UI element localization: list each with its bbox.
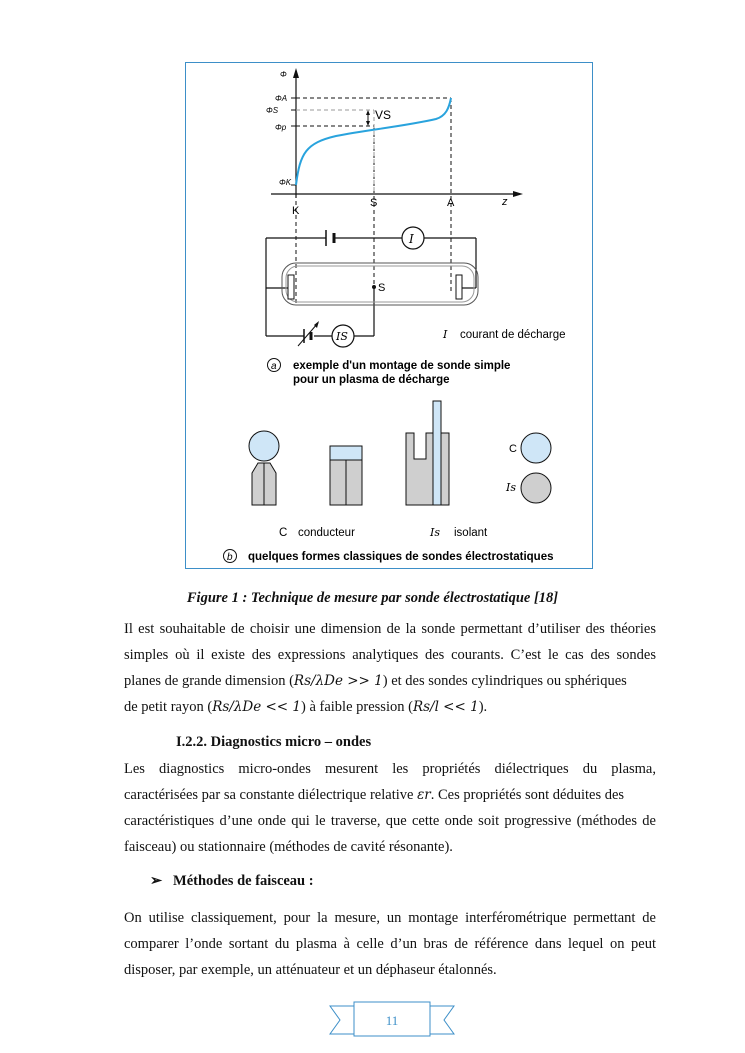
part-b-letter: b [227,552,233,563]
legend-c-symbol: C [279,527,288,539]
bullet-heading [150,873,314,890]
k-label: K [292,205,300,217]
s-tick-label: S [370,197,378,209]
probe-legend-circles [521,433,551,503]
part-a-line1: exemple d'un montage de sonde simple [293,360,511,372]
part-b-text: quelques formes classiques de sondes électrostatiques [248,551,554,563]
circuit-wiring [266,238,476,336]
x-axis-arrow [513,191,523,197]
ammeter-i-label: I [409,232,414,246]
math-epsilon-r: εr [417,787,431,803]
phi-k-label: ΦK [279,178,292,187]
figure-frame [185,62,593,569]
vs-arrow-down [366,121,370,126]
math-rs-lambda-large: Rs/λDe >> 1 [293,673,383,689]
phi-a-label: ΦA [275,94,288,103]
insulator-circle [521,473,551,503]
part-a-letter: a [271,361,277,372]
arrow-bullet-icon: ➢ [150,873,163,889]
is-circle-label: Is [506,481,516,494]
para2-line2: caractérisées par sa constante diélectrique relative εr. Ces propriétés sont déduites des [124,787,625,803]
para3-line2: comparer l’onde sortant du plasma à celle d’un bras de référence dans lequel on peut [124,936,656,952]
legend-is-text: isolant [454,527,488,539]
math-rs-lambda-small: Rs/λDe << 1 [212,699,301,715]
probe-s-label: S [378,282,386,294]
legend-i-symbol: I [443,328,448,341]
para1-line1: Il est souhaitable de choisir une dimension de la sonde permettant d’utiliser des théories [124,621,656,637]
a-label: A [447,197,455,209]
probe-tip [372,285,376,289]
paragraph-2 [124,756,656,860]
para2-line1: Les diagnostics micro-ondes mesurent les propriétés diélectriques du plasma, [124,761,656,777]
vs-label: VS [375,108,392,122]
cylindrical-probe [406,401,449,505]
para3-line3: disposer, par exemple, un atténuateur et un déphaseur étalonnés. [124,962,497,978]
part-a-line2: pour un plasma de décharge [293,374,450,386]
phi-label: Φ [280,70,287,79]
vs-arrow-up [366,110,370,115]
bullet-heading-text: Méthodes de faisceau : [173,873,314,889]
plot-axes [271,68,523,198]
paragraph-1 [124,616,656,720]
para1-line4: de petit rayon (Rs/λDe << 1) à faible pression (Rs/l << 1). [124,699,488,715]
phi-p-label: Φp [275,123,287,132]
variable-battery [298,323,318,346]
c-circle-label: C [509,443,517,455]
probe-diagram [186,63,594,570]
axis-ticks [291,98,296,185]
page-number: 11 [385,1013,399,1028]
phi-s-label: ΦS [266,106,279,115]
z-label: z [502,196,508,208]
anode [456,275,462,299]
battery-top [326,230,334,246]
figure-caption: Figure 1 : Technique de mesure par sonde électrostatique [18] [186,590,559,606]
para2-line3: caractéristiques d’une onde qui le traverse, que cette onde soit progressive (méthodes de [124,813,656,829]
cathode [288,275,294,299]
math-rs-l: Rs/l << 1 [412,699,479,715]
ammeter-is-label: IS [336,330,348,343]
legend-i-text: courant de décharge [460,329,566,341]
para3-line1: On utilise classiquement, pour la mesure, un montage interférométrique permettant de [124,910,656,926]
legend-is-symbol: Is [430,526,440,539]
legend-c-text: conducteur [298,527,355,539]
planar-probe [330,446,362,505]
y-axis-arrow [293,68,299,78]
page-number-ribbon [328,1000,456,1040]
paragraph-3 [124,905,656,983]
para2-line4: faisceau) ou stationnaire (méthodes de cavité résonante). [124,839,453,855]
section-heading: I.2.2. Diagnostics micro – ondes [176,734,372,750]
para1-line2: simples où il existe des expressions analytiques des courants. C’est le cas des sondes [124,647,656,663]
para1-line3: planes de grande dimension (Rs/λDe >> 1) et des sondes cylindriques ou sphériques [124,673,627,689]
conductor-circle [521,433,551,463]
spherical-probe [249,431,279,505]
